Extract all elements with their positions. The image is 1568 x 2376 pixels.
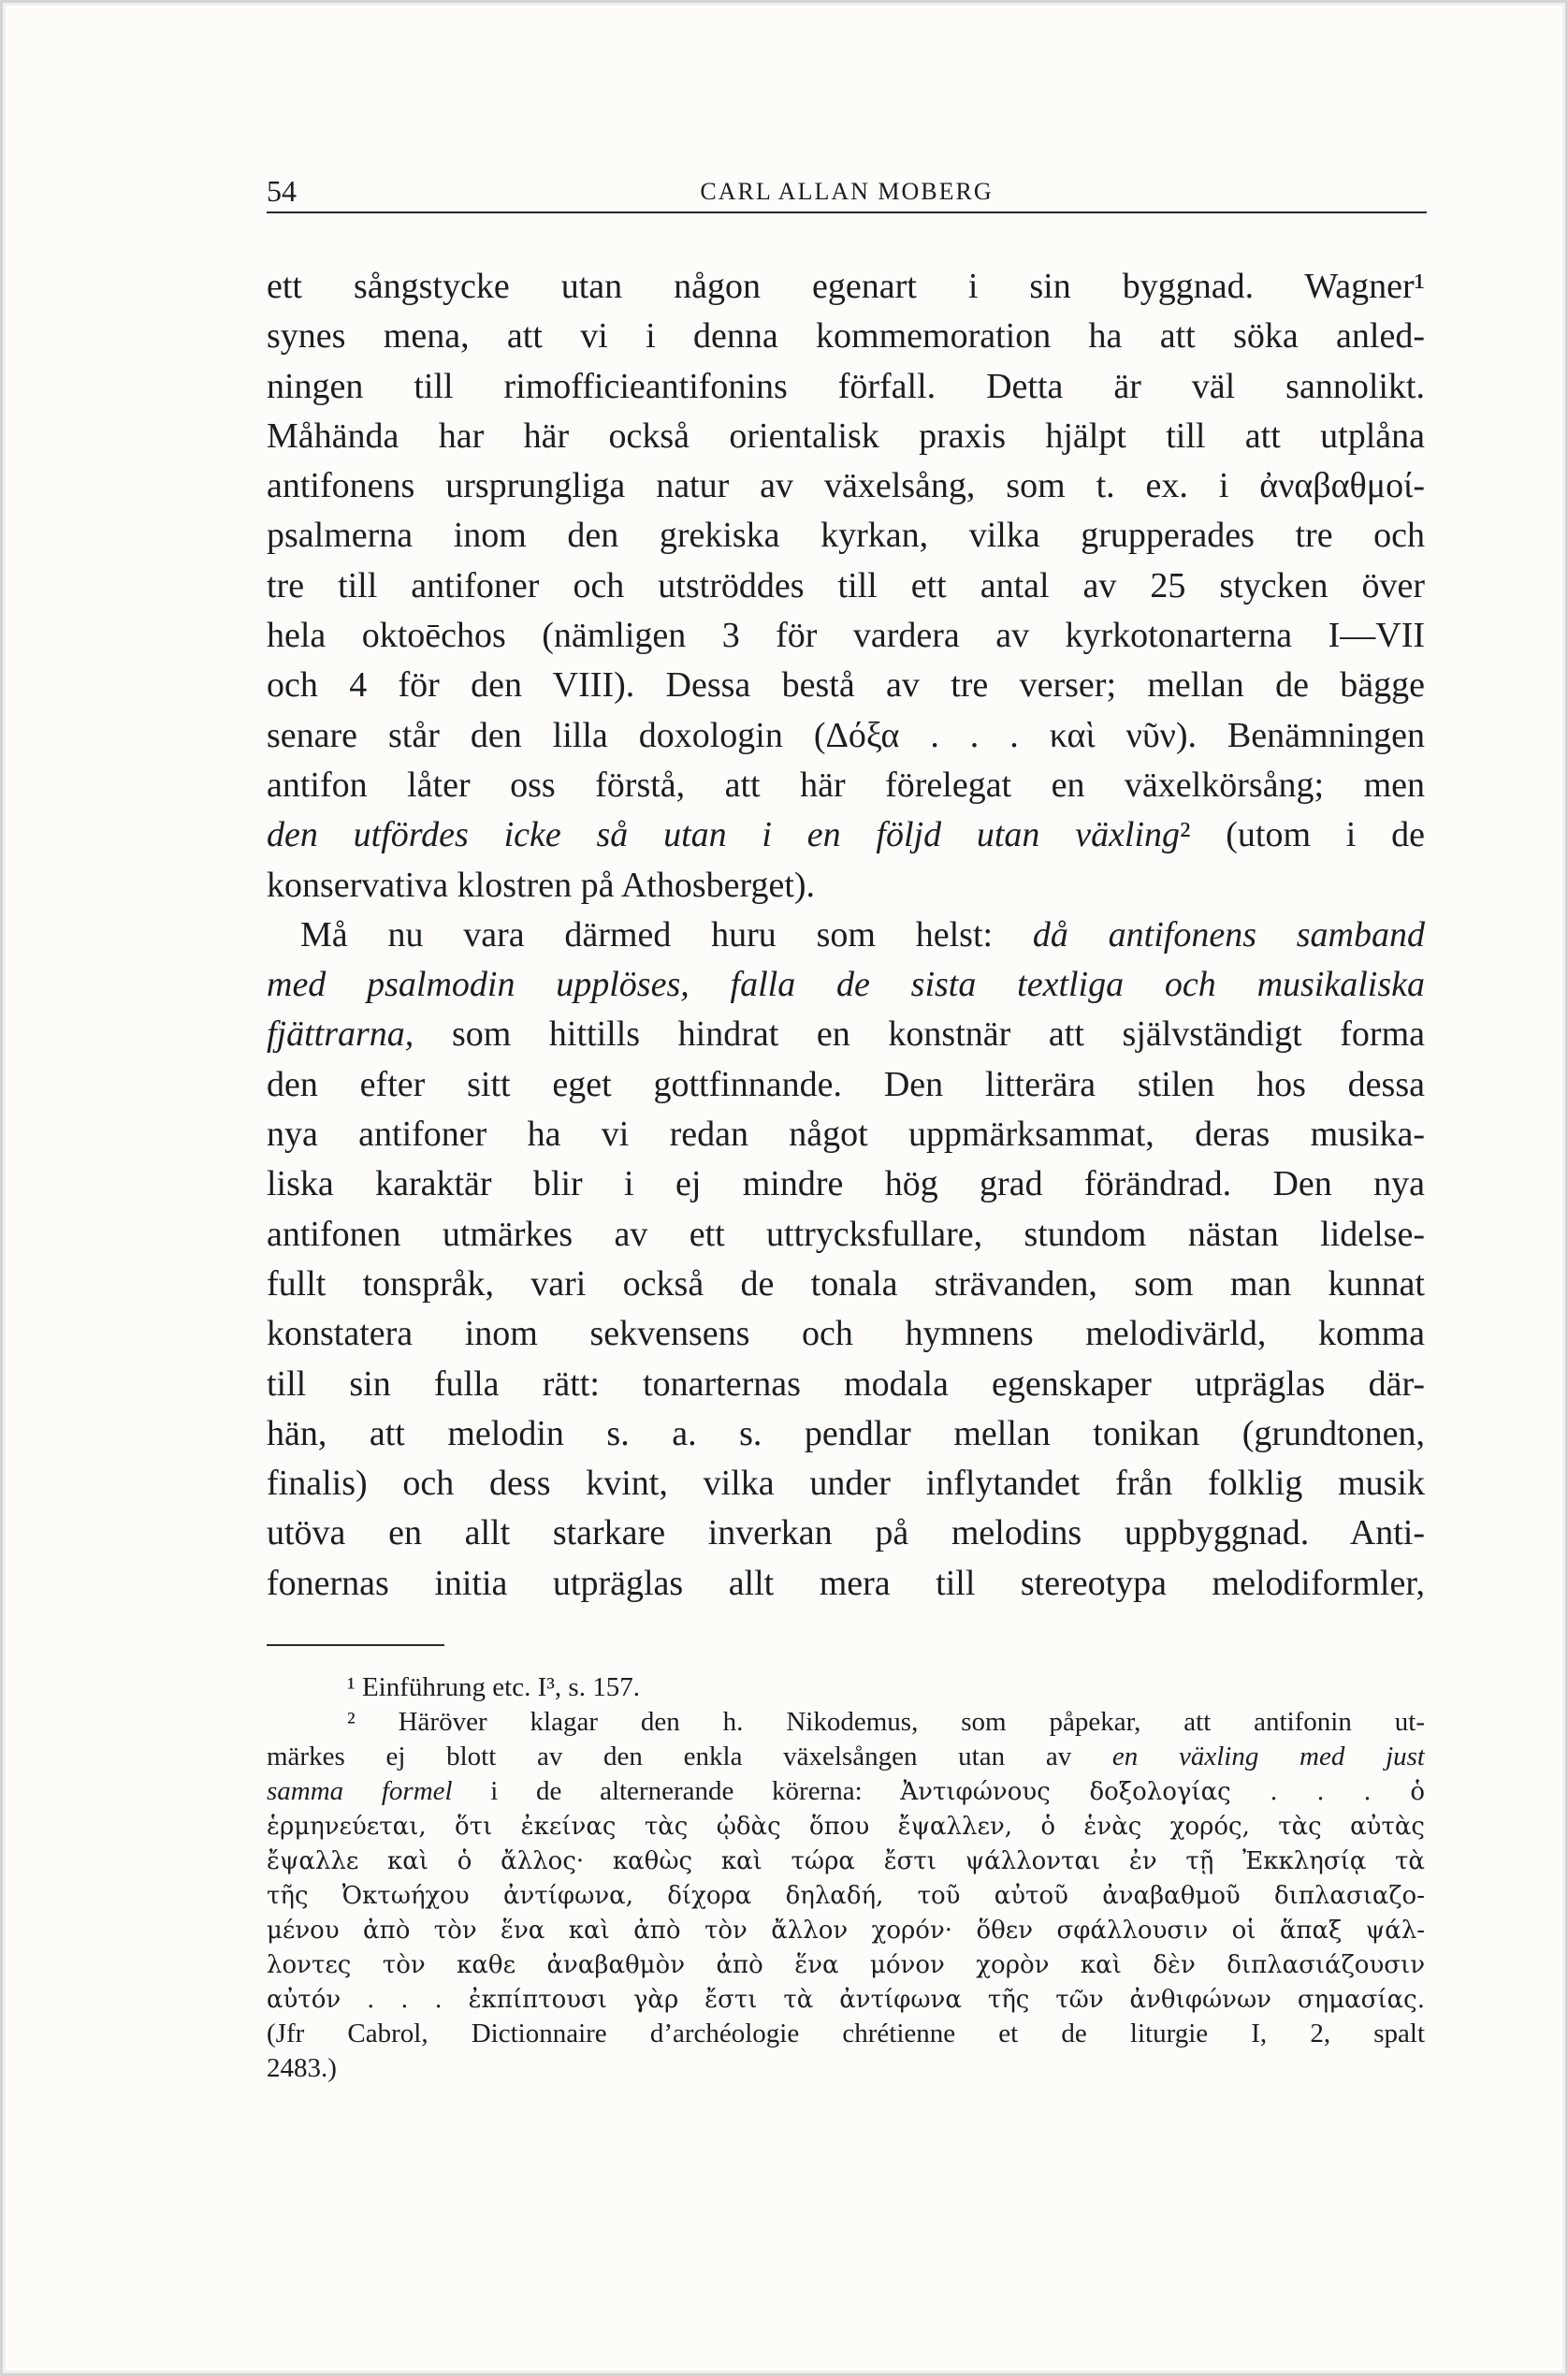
text-segment: ² (utom i de [1180, 815, 1425, 855]
footnote-divider [267, 1644, 444, 1646]
text-segment: antifonens ursprungliga natur av växelsång, som t. ex. i ἀναβαθμοί- [267, 466, 1425, 506]
text-segment: och 4 för den VIII). Dessa bestå av tre verser; mellan de bägge [267, 665, 1425, 706]
text-segment: ningen till rimofficieantifonins förfall. Detta är väl sannolikt. [267, 366, 1425, 406]
text-segment: ett sångstycke utan någon egenart i sin byggnad. Wagner¹ [267, 267, 1425, 306]
footnote-line [267, 1705, 1425, 1740]
text-line [267, 511, 1425, 561]
footnote-line [267, 1809, 1425, 1844]
text-segment: senare står den lilla doxologin (Δόξα . . . καὶ νῦν). Benämningen [267, 715, 1425, 755]
text-segment: ἔψαλλε καὶ ὁ ἄλλος· καθὼς καὶ τώρα ἔστι ψάλλονται ἐν τῇ Ἐκκλησίᾳ τὰ [267, 1847, 1425, 1875]
text-segment: fjättrarna, [267, 1014, 414, 1055]
text-segment: som hittills hindrat en konstnär att självständigt forma [414, 1014, 1425, 1055]
footnote-line [267, 1982, 1425, 2017]
text-segment: τῆς Ὀκτωήχου ἀντίφωνα, δίχορα δηλαδή, τοῦ αὐτοῦ ἀναβαθμοῦ διπλασιαζο- [267, 1882, 1425, 1910]
running-head: CARL ALLAN MOBERG [700, 178, 994, 205]
text-line [267, 262, 1425, 312]
text-line [267, 1309, 1425, 1359]
text-line [267, 1060, 1425, 1110]
text-segment: antifon låter oss förstå, att här förelegat en växelkörsång; men [267, 765, 1425, 805]
footnote-line [267, 1740, 1425, 1774]
text-line [267, 960, 1425, 1010]
text-line [267, 661, 1425, 710]
text-segment: ἑρμηνεύεται, ὅτι ἐκείνας τὰς ᾠδὰς ὅπου ἔψαλλεν, ὁ ἑνὰς χορός, τὰς αὐτὰς [267, 1813, 1425, 1841]
text-segment: till sin fulla rätt: tonarternas modala egenskaper utpräglas där- [267, 1363, 1425, 1404]
text-segment: μένου ἀπὸ τὸν ἕνα καὶ ἀπὸ τὸν ἄλλον χορόν· ὅθεν σφάλλουσιν οἱ ἅπαξ ψάλ- [267, 1917, 1425, 1945]
text-segment: konservativa klostren på Athosberget). [267, 865, 816, 905]
text-line [267, 1360, 1425, 1409]
text-segment: ¹ Einführung etc. I³, s. 157. [347, 1672, 640, 1702]
text-segment: fullt tonspråk, vari också de tonala strävanden, som man kunnat [267, 1263, 1425, 1304]
text-segment: då antifonens samband [1032, 914, 1425, 955]
text-segment: utöva en allt starkare inverkan på melodins uppbyggnad. Anti- [267, 1513, 1425, 1553]
text-line [267, 611, 1425, 661]
footnote-line [267, 2051, 1425, 2086]
text-segment: en växling med just [1111, 1742, 1425, 1771]
text-segment: finalis) och dess kvint, vilka under inflytandet från folklig musik [267, 1464, 1425, 1504]
text-segment: (Jfr Cabrol, Dictionnaire d’archéologie chrétienne et de liturgie I, 2, spalt [267, 2019, 1425, 2048]
text-segment: fonernas initia utpräglas allt mera till stereotypa melodiformler, [267, 1563, 1425, 1603]
footnotes [267, 1670, 1425, 2086]
text-segment: Måhända har här också orientalisk praxis hjälpt till att utplåna [267, 415, 1425, 456]
text-line [267, 1159, 1425, 1209]
text-line [267, 911, 1425, 960]
text-segment: Må nu vara därmed huru som helst: [300, 914, 1033, 955]
text-line [267, 711, 1425, 761]
text-segment: psalmerna inom den grekiska kyrkan, vilka grupperades tre och [267, 516, 1425, 556]
text-line [267, 412, 1425, 461]
text-line [267, 761, 1425, 810]
text-line [267, 1210, 1425, 1260]
text-segment: antifonen utmärkes av ett uttrycksfullare, stundom nästan lidelse- [267, 1214, 1425, 1254]
text-line [267, 461, 1425, 511]
text-line [267, 1010, 1425, 1059]
text-segment: märkes ej blott av den enkla växelsången utan av [267, 1742, 1112, 1771]
footnote-line [267, 1913, 1425, 1947]
text-segment: tre till antifoner och utströddes till ett antal av 25 stycken över [267, 565, 1425, 605]
footnote-line [267, 1878, 1425, 1913]
text-line [267, 1559, 1425, 1609]
text-line [267, 312, 1425, 361]
text-segment: αὐτόν . . . ἐκπίπτουσι γὰρ ἔστι τὰ ἀντίφωνα τῆς τῶν ἀνθιφώνων σημασίας. [267, 1986, 1425, 2014]
text-line [267, 1110, 1425, 1159]
footnote-line [267, 1670, 1425, 1705]
page-header [267, 174, 1427, 213]
text-segment: synes mena, att vi i denna kommemoration ha att söka anled- [267, 316, 1425, 357]
text-segment: hela oktoēchos (nämligen 3 för vardera av kyrkotonarterna I—VII [267, 616, 1425, 656]
text-line [267, 561, 1425, 611]
text-line [267, 1509, 1425, 1558]
text-line [267, 810, 1425, 860]
text-line [267, 861, 1425, 911]
body-text [267, 262, 1425, 1609]
footnote-line [267, 2017, 1425, 2051]
text-segment: den efter sitt eget gottfinnande. Den litterära stilen hos dessa [267, 1064, 1425, 1104]
text-line [267, 1459, 1425, 1509]
text-line [267, 362, 1425, 412]
footnote-line [267, 1947, 1425, 1982]
text-segment: nya antifoner ha vi redan något uppmärksammat, deras musika- [267, 1115, 1425, 1155]
page-number: 54 [267, 174, 297, 208]
footnote-line [267, 1844, 1425, 1878]
text-segment: Ἀντιφώνους δοξολογίας . . . ὁ [900, 1778, 1425, 1806]
text-segment: samma formel [267, 1776, 453, 1806]
text-segment: den utfördes icke så utan i en följd utan växling [267, 815, 1181, 855]
text-line [267, 1260, 1425, 1309]
text-segment: λοντες τὸν καθε ἀναβαθμὸν ἀπὸ ἕνα μόνον χορὸν καὶ δὲν διπλασιάζουσιν [267, 1951, 1425, 1979]
text-segment: 2483.) [267, 2053, 337, 2083]
text-line [267, 1409, 1425, 1459]
text-segment: hän, att melodin s. a. s. pendlar mellan tonikan (grundtonen, [267, 1413, 1425, 1453]
text-segment: med psalmodin upplöses, falla de sista textliga och musikaliska [267, 965, 1425, 1005]
text-segment: ² Häröver klagar den h. Nikodemus, som påpekar, att antifonin ut- [347, 1707, 1425, 1737]
text-segment: i de alternerande körerna: [452, 1776, 901, 1806]
footnote-line [267, 1774, 1425, 1809]
text-segment: konstatera inom sekvensens och hymnens melodivärld, komma [267, 1314, 1425, 1354]
text-segment: liska karaktär blir i ej mindre hög grad förändrad. Den nya [267, 1164, 1425, 1204]
